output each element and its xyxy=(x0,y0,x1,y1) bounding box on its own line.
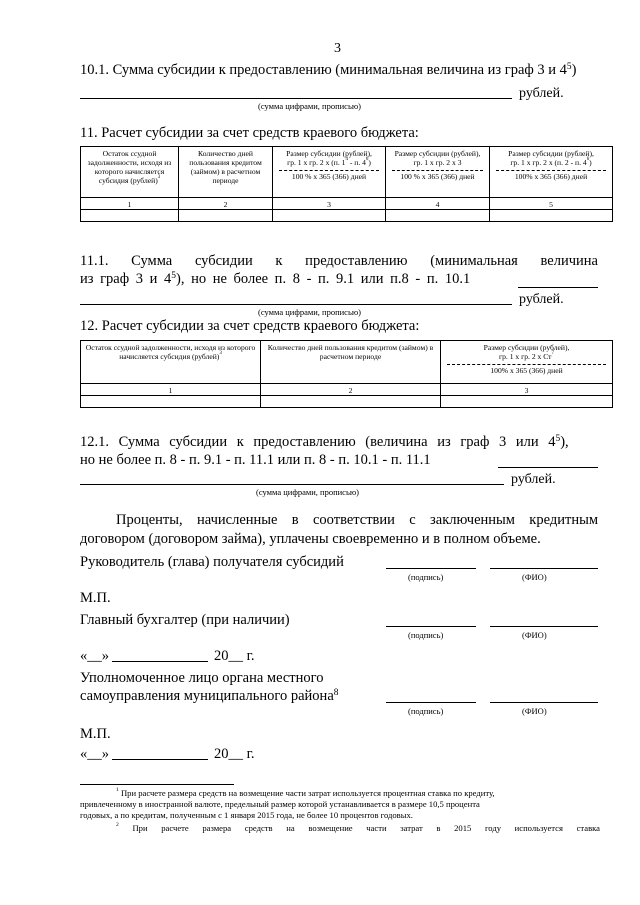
t11-cell-3[interactable] xyxy=(273,210,386,222)
sum-11-1-field[interactable] xyxy=(80,304,512,305)
authorized-fio-field[interactable] xyxy=(490,702,598,703)
sum-10-1-field[interactable] xyxy=(80,98,512,99)
t11-header-1: Остаток ссудной задолженности, исходя из которого начисляется субсидия (рублей)$^3$ xyxy=(81,147,179,198)
caption-11-1: (сумма цифрами, прописью) xyxy=(258,307,362,317)
stamp-mp-1: М.П. xyxy=(80,590,111,606)
calc-table-12 xyxy=(80,340,613,408)
date-2-open: «__» xyxy=(80,746,109,762)
limit-12-1-field[interactable] xyxy=(498,467,598,468)
head-podpis-caption: (подпись) xyxy=(408,572,444,582)
t11-cell-2[interactable] xyxy=(179,210,273,222)
authorized-podpis-caption: (подпись) xyxy=(408,706,444,716)
authorized-label-line1: Уполномоченное лицо органа местного xyxy=(80,670,324,686)
accountant-podpis-caption: (подпись) xyxy=(408,630,444,640)
rub-12-1: рублей. xyxy=(511,472,556,487)
t12-header-1: Остаток ссудной задолженности, исходя из которого начисляется субсидия (рублей)$^3$ xyxy=(81,341,261,384)
t11-cell-5[interactable] xyxy=(490,210,613,222)
footnote-separator xyxy=(80,784,234,785)
t12-num-3: 3 xyxy=(441,384,613,396)
authorized-signature-field[interactable] xyxy=(386,702,476,703)
accountant-fio-field[interactable] xyxy=(490,626,598,627)
t11-num-4: 4 xyxy=(386,198,490,210)
authorized-label-line2: самоуправления муниципального района$^8$ xyxy=(80,688,339,704)
caption-12-1: (сумма цифрами, прописью) xyxy=(256,487,360,497)
section-10-1-text: 10.1. Сумма субсидии к предоставлению (минимальная величина из граф 3 и $4^5$) xyxy=(80,62,577,78)
caption-10-1: (сумма цифрами, прописью) xyxy=(258,101,362,111)
interest-line1: Проценты, начисленные в соответствии с заключенным кредитным xyxy=(116,512,598,528)
t11-num-2: 2 xyxy=(179,198,273,210)
t11-num-3: 3 xyxy=(273,198,386,210)
calc-table-11 xyxy=(80,146,613,222)
authorized-fio-caption: (ФИО) xyxy=(522,706,547,716)
section-11-1-line1: 11.1. Сумма субсидии к предоставлению (минимальная величина xyxy=(80,253,598,269)
date-2-year: 20__ г. xyxy=(214,746,255,762)
head-fio-caption: (ФИО) xyxy=(522,572,547,582)
t12-cell-1[interactable] xyxy=(81,396,261,408)
rub-10-1: рублей. xyxy=(519,86,564,101)
t11-num-1: 1 xyxy=(81,198,179,210)
t12-header-3: Размер субсидии (рублей), гр. 1 х гр. 2 х $Ст^7$ 100% х 365 (366) дней xyxy=(441,341,613,384)
accountant-fio-caption: (ФИО) xyxy=(522,630,547,640)
section-12-1-line2: но не более п. 8 - п. 9.1 - п. 11.1 или п. 8 - п. 10.1 - п. 11.1 xyxy=(80,452,431,468)
t11-header-2: Количество дней пользования кредитом (займом) в расчетном периоде xyxy=(179,147,273,198)
date-1-year: 20__ г. xyxy=(214,648,255,664)
t11-cell-1[interactable] xyxy=(81,210,179,222)
interest-line2: договором (договором займа), уплачены своевременно и в полном объеме. xyxy=(80,531,541,547)
section-12-title: 12. Расчет субсидии за счет средств краевого бюджета: xyxy=(80,318,420,334)
head-signature-field[interactable] xyxy=(386,568,476,569)
t11-header-5: Размер субсидии (рублей), гр. 1 х гр. 2 х (п. 2 - п. $4^6$) 100% х 365 (366) дней xyxy=(490,147,613,198)
t11-cell-4[interactable] xyxy=(386,210,490,222)
t11-header-3: Размер субсидии (рублей), гр. 1 х гр. 2 х (п. $1^4$ - п. $4^6$) 100 % х 365 (366) дней xyxy=(273,147,386,198)
t11-header-4: Размер субсидии (рублей), гр. 1 х гр. 2 х 3 100 % х 365 (366) дней xyxy=(386,147,490,198)
date-2-month-field[interactable] xyxy=(112,759,208,760)
accountant-label: Главный бухгалтер (при наличии) xyxy=(80,612,290,628)
t12-header-2: Количество дней пользования кредитом (займом) в расчетном периоде xyxy=(261,341,441,384)
t12-cell-2[interactable] xyxy=(261,396,441,408)
t12-num-1: 1 xyxy=(81,384,261,396)
rub-11-1: рублей. xyxy=(519,292,564,307)
t12-cell-3[interactable] xyxy=(441,396,613,408)
page-number: 3 xyxy=(334,41,341,56)
section-12-1-line1: 12.1. Сумма субсидии к предоставлению (величина из граф 3 или $4^5$), xyxy=(80,434,569,450)
head-label: Руководитель (глава) получателя субсидий xyxy=(80,554,344,570)
t12-num-2: 2 xyxy=(261,384,441,396)
limit-11-1-field[interactable] xyxy=(518,287,598,288)
section-11-title: 11. Расчет субсидии за счет средств краевого бюджета: xyxy=(80,125,419,141)
date-1-month-field[interactable] xyxy=(112,661,208,662)
date-1-open: «__» xyxy=(80,648,109,664)
head-fio-field[interactable] xyxy=(490,568,598,569)
section-11-1-line2: из граф 3 и $4^5$), но не более п. 8 - п. 9.1 или п.8 - п. 10.1 xyxy=(80,271,471,287)
t11-num-5: 5 xyxy=(490,198,613,210)
accountant-signature-field[interactable] xyxy=(386,626,476,627)
footnote-1: $^1$ При расчете размера средств на возмещение части затрат используется процентная ставка по кредиту, привлеченному в иностранной валюте, предельный размер которой устанавливается в размере 10,5 процента годовых, а по кредитам, полученным с 1 января 2015 года, не более 10 процентов годовых. xyxy=(80,787,495,820)
footnote-2: $^2$ При расчете размера средств на возмещение части затрат в 2015 году используется ставка xyxy=(116,822,600,833)
stamp-mp-2: М.П. xyxy=(80,726,111,742)
sum-12-1-field[interactable] xyxy=(80,484,504,485)
